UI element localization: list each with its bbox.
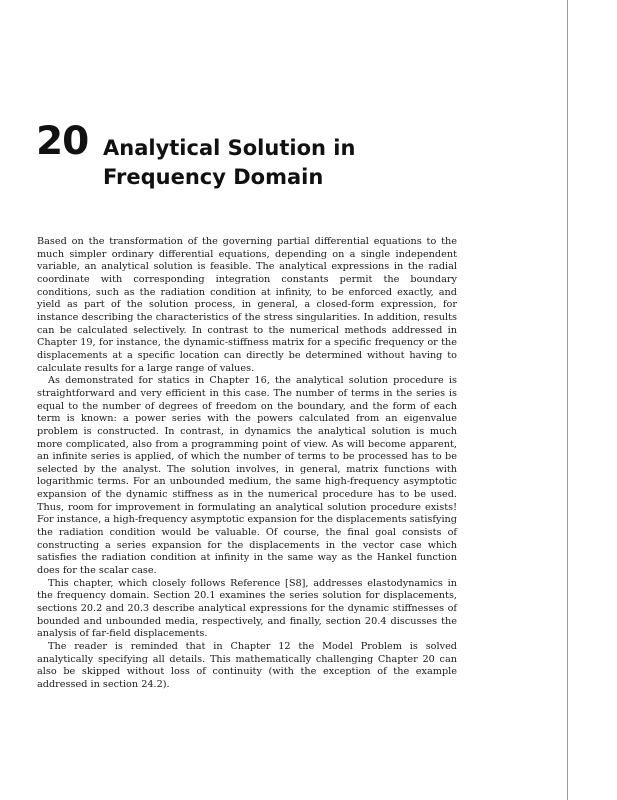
chapter-title: [103, 134, 463, 192]
paragraph-chapter-overview: This chapter, which closely follows Reference [S8], addresses elastodynamics in the frequency domain. Section 20.1 examines the series solution for displacements, sections 20.2 and 20.3 describe analytical expressions for the dynamic stiffnesses of bounded and unbounded media, respectively, and finally, section 20.4 discusses the analysis of far-field displacements.: [37, 577, 457, 640]
paragraph-reader-note: The reader is reminded that in Chapter 12 the Model Problem is solved analytically specifying all details. This mathematically challenging Chapter 20 can also be skipped without loss of continuity (with the exception of the example addressed in section 24.2).: [37, 641, 457, 690]
paragraph-statics-comparison: As demonstrated for statics in Chapter 16, the analytical solution procedure is straightforward and very efficient in this case. The number of terms in the series is equal to the number of degrees of freedom on the boundary, and the form of each term is known: a power series with the powers calculated from an eigenvalue problem is constructed. In contrast, in dynamics the analytical solution is much more complicated, also from a programming point of view. As will become apparent, an infinite series is applied, of which the number of terms to be processed has to be selected by the analyst. The solution involves, in general, matrix functions with logarithmic terms. For an unbounded medium, the same high-frequency asymptotic expansion of the dynamic stiffness as in the numerical procedure has to be used. Thus, room for improvement in formulating an analytical solution procedure exists! For instance, a high-frequency asymptotic expansion for the displacements satisfying the radiation condition would be valuable. Of course, the final goal consists of constructing a series expansion for the displacements in the vector case which satisfies the radiation condition at infinity in the same way as the Hankel function does for the scalar case.: [37, 375, 457, 577]
chapter-title-line-1: Analytical Solution in: [103, 136, 356, 160]
paragraph-intro: Based on the transformation of the governing partial differential equations to the much simpler ordinary differential equations, depending on a single independent variable, an analytical solution is feasible. The analytical expressions in the radial coordinate with corresponding integration constants permit the boundary conditions, such as the radiation condition at infinity, to be enforced exactly, and yield as part of the solution process, in general, a closed-form expression, for instance describing the characteristics of the stress singularities. In addition, results can be calculated selectively. In contrast to the numerical methods addressed in Chapter 19, for instance, the dynamic-stiffness matrix for a specific frequency or the displacements at a specific location can directly be determined without having to calculate results for a large range of values.: [37, 236, 457, 374]
chapter-title-line-2: Frequency Domain: [103, 165, 324, 189]
chapter-body: [37, 236, 457, 692]
chapter-number: 20: [36, 119, 89, 164]
page-edge-divider: [567, 0, 568, 800]
